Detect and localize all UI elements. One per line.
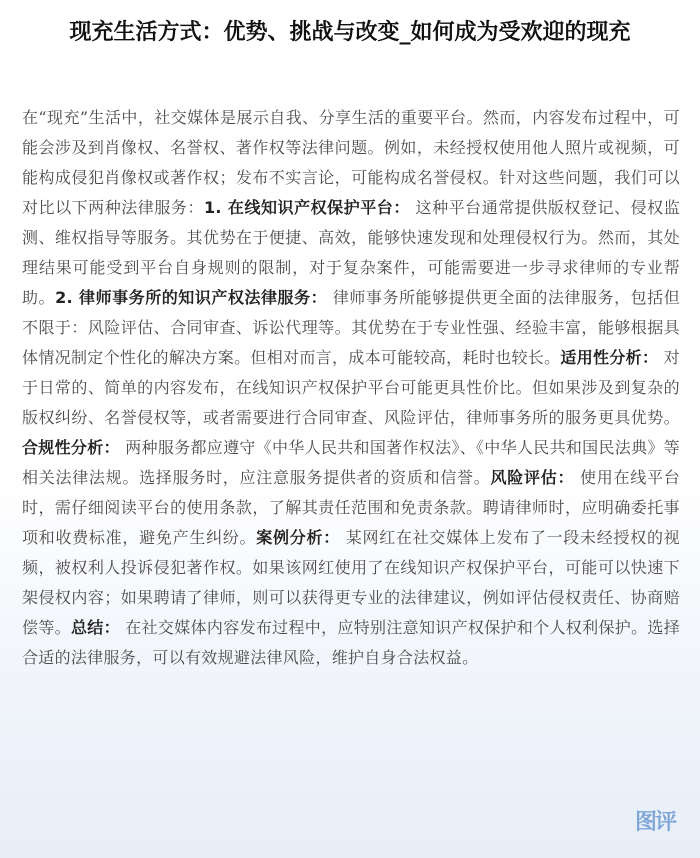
compliance-text: 两种服务都应遵守《中华人民共和国著作权法》、《中华人民共和国民法典》等相关法律法规。选择服务时，应注意服务提供者的资质和信誉。 <box>22 438 680 487</box>
watermark-logo: 图评 <box>634 809 675 835</box>
applicability-label: 适用性分析： <box>560 348 659 367</box>
article-body <box>22 103 680 673</box>
risk-text: 使用在线平台时，需仔细阅读平台的使用条款，了解其责任范围和免责条款。聘请律师时，应明确委托事项和收费标准，避免产生纠纷。 <box>22 468 680 547</box>
summary-text: 在社交媒体内容发布过程中，应特别注意知识产权保护和个人权利保护。选择合适的法律服务，可以有效规避法律风险，维护自身合法权益。 <box>22 618 680 667</box>
section2-label: 2. 律师事务所的知识产权法律服务： <box>55 288 328 307</box>
section1-label: 1. 在线知识产权保护平台： <box>203 198 410 217</box>
risk-label: 风险评估： <box>490 468 575 487</box>
case-text: 某网红在社交媒体上发布了一段未经授权的视频，被权利人投诉侵犯著作权。如果该网红使用了在线知识产权保护平台，可能可以快速下架侵权内容；如果聘请了律师，则可以获得更专业的法律建议，例如评估侵权责任、协商赔偿等。 <box>22 528 680 637</box>
compliance-label: 合规性分析： <box>22 438 120 457</box>
section1-text: 这种平台通常提供版权登记、侵权监测、维权指导等服务。其优势在于便捷、高效，能够快速发现和处理侵权行为。然而，其处理结果可能受到平台自身规则的限制，对于复杂案件，可能需要进一步寻求律师的专业帮助。 <box>22 198 680 307</box>
article-intro: 在“现充”生活中，社交媒体是展示自我、分享生活的重要平台。然而，内容发布过程中，可能会涉及到肖像权、名誉权、著作权等法律问题。例如，未经授权使用他人照片或视频，可能构成侵犯肖像权或著作权；发布不实言论，可能构成名誉侵权。针对这些问题，我们可以对比以下两种法律服务： <box>22 108 680 217</box>
case-label: 案例分析： <box>256 528 340 547</box>
applicability-text: 对于日常的、简单的内容发布，在线知识产权保护平台可能更具性价比。但如果涉及到复杂的版权纠纷、名誉侵权等，或者需要进行合同审查、风险评估，律师事务所的服务更具优势。 <box>22 348 680 427</box>
article-title: 现充生活方式：优势、挑战与改变_如何成为受欢迎的现充 <box>69 20 631 45</box>
section2-text: 律师事务所能够提供更全面的法律服务，包括但不限于：风险评估、合同审查、诉讼代理等。其优势在于专业性强、经验丰富，能够根据具体情况制定个性化的解决方案。但相对而言，成本可能较高，耗时也较长。 <box>22 288 680 367</box>
summary-label: 总结： <box>70 618 120 637</box>
